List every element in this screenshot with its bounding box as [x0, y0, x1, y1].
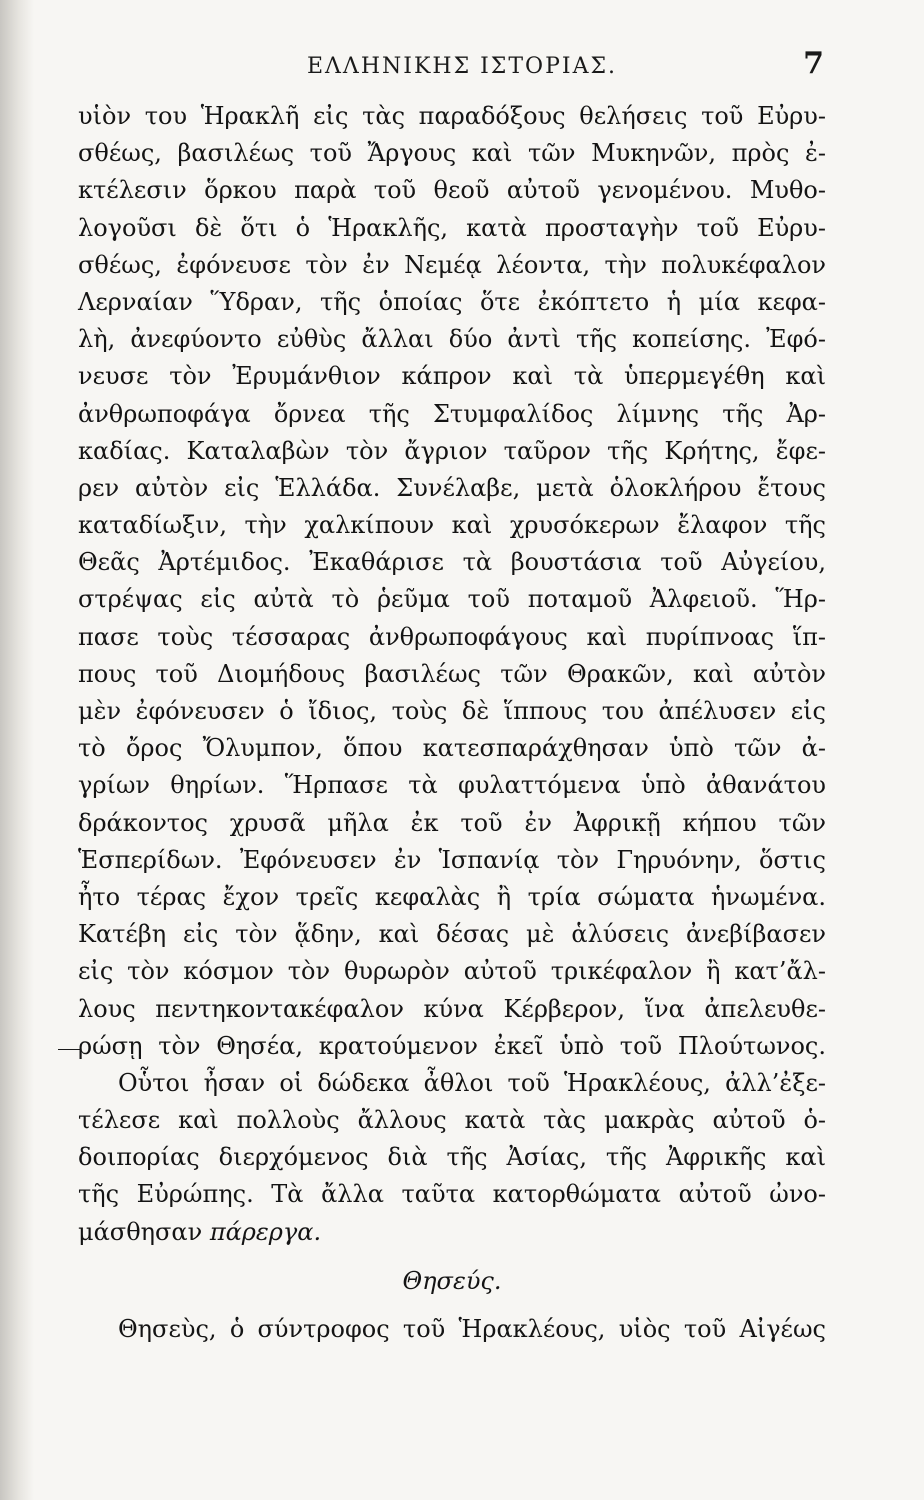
text-line: ἦτο τέρας ἔχον τρεῖς κεφαλὰς ἢ τρία σώματα ἡνωμένα.: [78, 882, 826, 911]
text-line: ρώσῃ τὸν Θησέα, κρατούμενον ἐκεῖ ὑπὸ τοῦ Πλούτωνος.: [78, 1031, 826, 1060]
section-heading: Θησεύς.: [402, 1266, 502, 1295]
text-line: πασε τοὺς τέσσαρας ἀνθρωποφάγους καὶ πυρίπνοας ἵπ-: [78, 622, 826, 651]
text-line: [78, 1214, 826, 1251]
text-line: εἰς τὸν κόσμον τὸν θυρωρὸν αὐτοῦ τρικέφαλον ἢ κατ’ἄλ-: [78, 957, 826, 986]
text-line: μὲν ἐφόνευσεν ὁ ἴδιος, τοὺς δὲ ἵππους του ἀπέλυσεν εἰς: [78, 697, 826, 725]
text-line: υἱὸν του Ἡρακλῆ εἰς τὰς παραδόξους θελήσεις τοῦ Εὐρυ-: [78, 102, 826, 130]
body-text: [78, 98, 826, 1348]
paragraph-twelve-labours-summary: [78, 1065, 826, 1251]
text-line: Κατέβη εἰς τὸν ᾅδην, καὶ δέσας μὲ ἁλύσεις ἀνεβίβασεν: [78, 920, 826, 949]
text-line: λὴ, ἀνεφύοντο εὐθὺς ἄλλαι δύο ἀντὶ τῆς κοπείσης. Ἐφό-: [78, 325, 826, 354]
paragraph-theseus: [78, 1311, 826, 1348]
text-line: Οὗτοι ἦσαν οἱ δώδεκα ἆθλοι τοῦ Ἡρακλέους, ἀλλ’ἐξε-: [118, 1068, 826, 1097]
text-line: τέλεσε καὶ πολλοὺς ἄλλους κατὰ τὰς μακρὰς αὐτοῦ ὁ-: [78, 1106, 826, 1135]
text-line: στρέψας εἰς αὐτὰ τὸ ῥεῦμα τοῦ ποταμοῦ Ἀλφειοῦ. Ἥρ-: [78, 585, 826, 614]
text-line: Λερναίαν Ὕδραν, τῆς ὁποίας ὅτε ἐκόπτετο ἡ μία κεφα-: [78, 287, 826, 316]
text-line: γρίων θηρίων. Ἥρπασε τὰ φυλαττόμενα ὑπὸ ἀθανάτου: [78, 771, 826, 800]
paragraph-herakles-labours: [78, 98, 826, 1065]
text-line: σθέως, ἐφόνευσε τὸν ἐν Νεμέᾳ λέοντα, τὴν πολυκέφαλον: [78, 250, 826, 279]
text-line: λους πεντηκοντακέφαλον κύνα Κέρβερον, ἵνα ἀπελευθε-: [78, 994, 826, 1023]
text-line: κτέλεσιν ὅρκου παρὰ τοῦ θεοῦ αὐτοῦ γενομένου. Μυθο-: [78, 176, 826, 205]
running-title: ΕΛΛΗΝΙΚΗΣ ΙΣΤΟΡΙΑΣ.: [306, 54, 617, 79]
text-line: τὸ ὄρος Ὄλυμπον, ὅπου κατεσπαράχθησαν ὑπὸ τῶν ἀ-: [78, 734, 826, 763]
text-line: καταδίωξιν, τὴν χαλκίπουν καὶ χρυσόκερων ἔλαφον τῆς: [78, 511, 826, 540]
text-line: νευσε τὸν Ἐρυμάνθιον κάπρον καὶ τὰ ὑπερμεγέθη καὶ: [78, 362, 826, 391]
text-line: λογοῦσι δὲ ὅτι ὁ Ἡρακλῆς, κατὰ προσταγὴν τοῦ Εὐρυ-: [78, 213, 826, 242]
margin-mark: [58, 1049, 80, 1050]
text-line: σθέως, βασιλέως τοῦ Ἄργους καὶ τῶν Μυκηνῶν, πρὸς ἐ-: [78, 139, 826, 168]
text-fragment: μάσθησαν: [78, 1217, 210, 1246]
text-line: τῆς Εὐρώπης. Τὰ ἄλλα ταῦτα κατορθώματα αὐτοῦ ὠνο-: [78, 1180, 826, 1209]
page-number: 7: [803, 46, 824, 81]
text-line: Ἑσπερίδων. Ἐφόνευσεν ἐν Ἱσπανίᾳ τὸν Γηρυόνην, ὅστις: [78, 845, 826, 874]
text-line: δοιπορίας διερχόμενος διὰ τῆς Ἀσίας, τῆς Ἀφρικῆς καὶ: [78, 1143, 826, 1172]
running-head: [0, 46, 924, 86]
text-line: Θησεὺς, ὁ σύντροφος τοῦ Ἡρακλέους, υἱὸς τοῦ Αἰγέως: [118, 1314, 826, 1343]
text-line: πους τοῦ Διομήδους βασιλέως τῶν Θρακῶν, καὶ αὐτὸν: [78, 659, 826, 688]
text-line: ρεν αὐτὸν εἰς Ἑλλάδα. Συνέλαβε, μετὰ ὁλοκλήρου ἔτους: [78, 473, 826, 502]
italic-term: πάρεργα.: [209, 1217, 322, 1246]
text-line: ἀνθρωποφάγα ὄρνεα τῆς Στυμφαλίδος λίμνης τῆς Ἀρ-: [78, 399, 826, 428]
page-gutter-shadow: [0, 0, 34, 1500]
text-line: δράκοντος χρυσᾶ μῆλα ἐκ τοῦ ἐν Ἀφρικῇ κήπου τῶν: [78, 808, 826, 837]
text-line: Θεᾶς Ἀρτέμιδος. Ἐκαθάρισε τὰ βουστάσια τοῦ Αὐγείου,: [78, 548, 826, 577]
text-line: καδίας. Καταλαβὼν τὸν ἄγριον ταῦρον τῆς Κρήτης, ἔφε-: [78, 436, 826, 465]
